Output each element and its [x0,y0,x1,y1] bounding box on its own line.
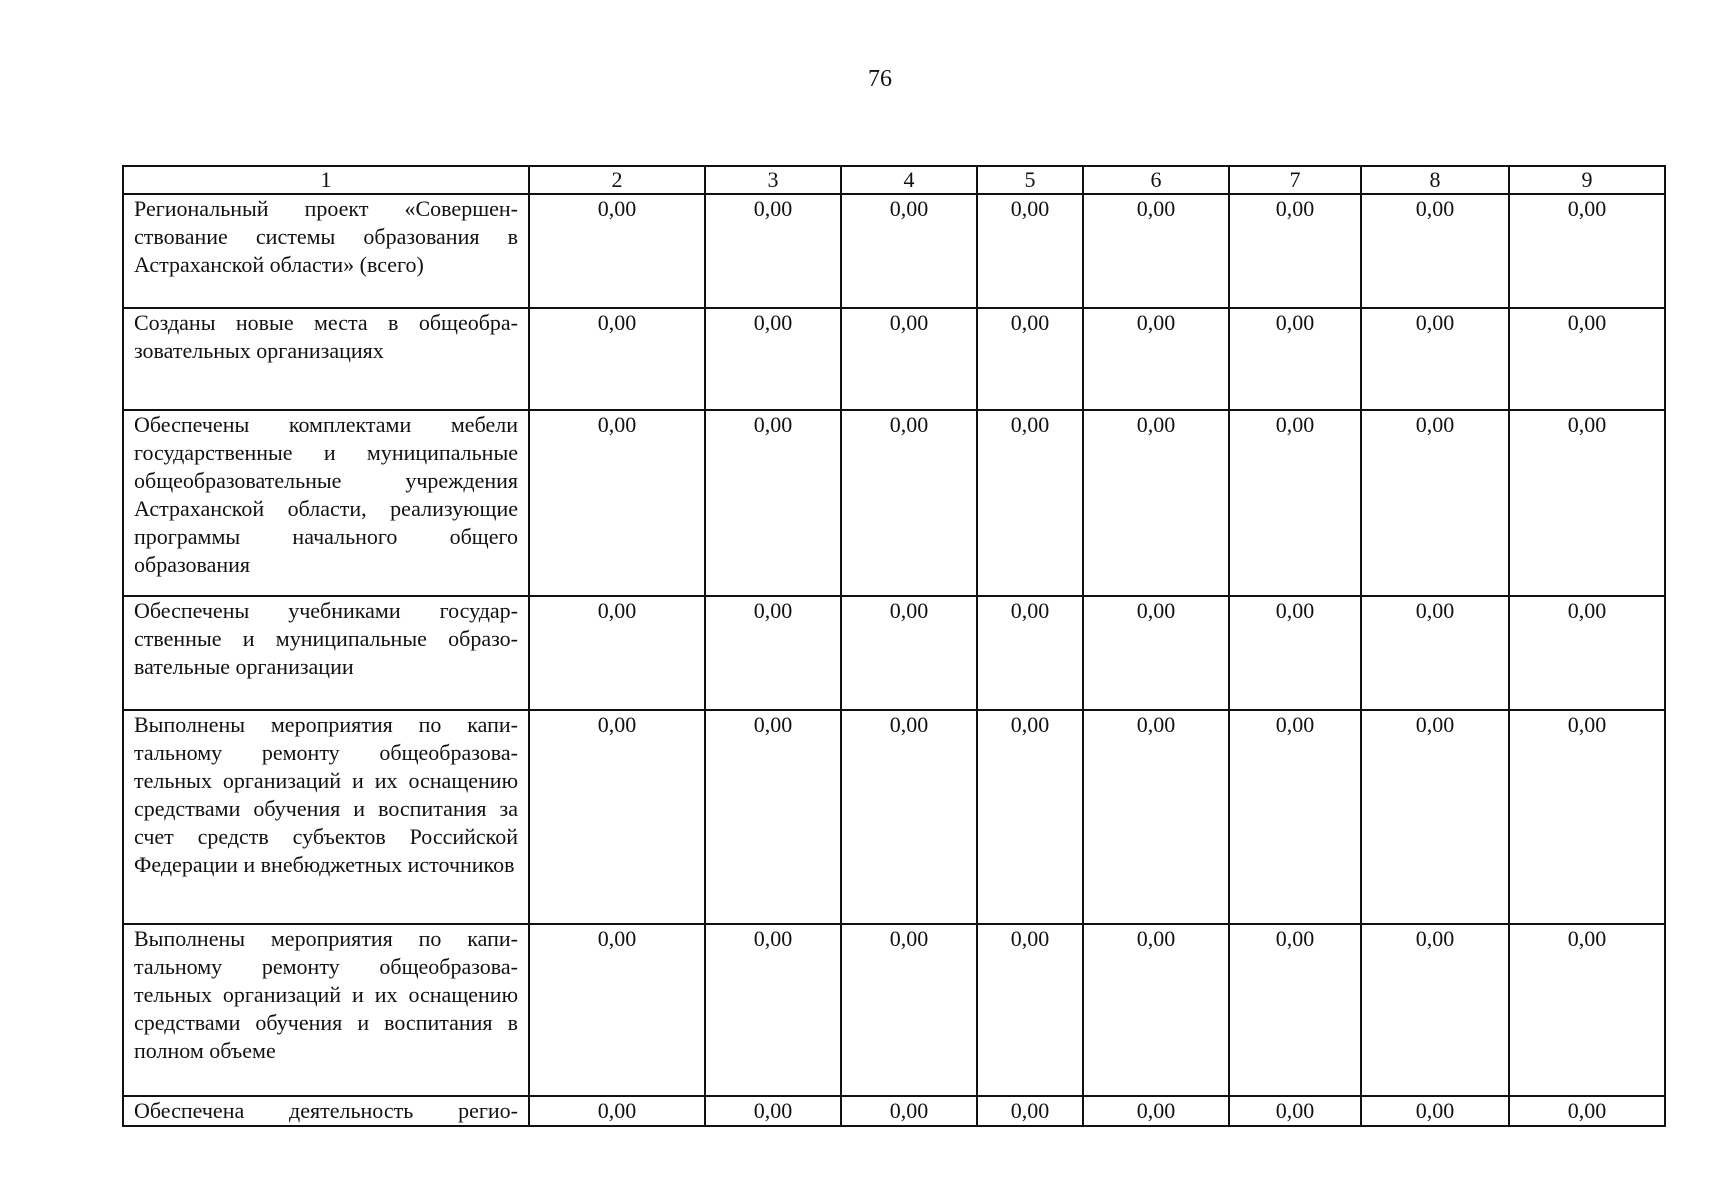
cell-value: 0,00 [841,924,977,1096]
row-name: Созданы новые места в общеобразовательных организациях [123,308,529,410]
cell-value: 0,00 [1361,710,1509,924]
cell-value: 0,00 [1229,710,1361,924]
cell-value: 0,00 [1509,194,1665,308]
cell-value: 0,00 [1229,596,1361,710]
cell-value: 0,00 [1083,194,1229,308]
cell-value: 0,00 [705,596,841,710]
cell-value: 0,00 [1229,924,1361,1096]
row-name: Выполнены мероприятия по капитальному ремонту общеобразовательных организаций и их оснащению средствами обучения и воспитания за счет средств субъектов Российской Федерации и внебюджетных источников [123,710,529,924]
cell-value: 0,00 [841,194,977,308]
row-name: Обеспечена деятельность регио- [123,1096,529,1126]
column-header-4: 4 [841,166,977,194]
column-header-3: 3 [705,166,841,194]
cell-value: 0,00 [977,194,1083,308]
cell-value: 0,00 [977,308,1083,410]
cell-value: 0,00 [1083,710,1229,924]
cell-value: 0,00 [977,410,1083,596]
cell-value: 0,00 [705,308,841,410]
column-header-2: 2 [529,166,705,194]
cell-value: 0,00 [841,410,977,596]
cell-value: 0,00 [1509,410,1665,596]
cell-value: 0,00 [1083,410,1229,596]
cell-value: 0,00 [1361,308,1509,410]
cell-value: 0,00 [705,1096,841,1126]
cell-value: 0,00 [977,924,1083,1096]
cell-value: 0,00 [1509,924,1665,1096]
cell-value: 0,00 [529,410,705,596]
cell-value: 0,00 [841,596,977,710]
cell-value: 0,00 [1361,924,1509,1096]
table-row [123,410,1665,596]
cell-value: 0,00 [705,410,841,596]
column-header-9: 9 [1509,166,1665,194]
cell-value: 0,00 [1509,308,1665,410]
table-row [123,194,1665,308]
cell-value: 0,00 [1361,410,1509,596]
cell-value: 0,00 [529,924,705,1096]
cell-value: 0,00 [529,596,705,710]
cell-value: 0,00 [977,710,1083,924]
row-name: Обеспечены учебниками государственные и муниципальные образовательные организации [123,596,529,710]
cell-value: 0,00 [705,194,841,308]
table-row [123,924,1665,1096]
cell-value: 0,00 [1229,308,1361,410]
cell-value: 0,00 [841,1096,977,1126]
cell-value: 0,00 [1083,924,1229,1096]
column-header-6: 6 [1083,166,1229,194]
cell-value: 0,00 [977,596,1083,710]
cell-value: 0,00 [1083,308,1229,410]
cell-value: 0,00 [977,1096,1083,1126]
budget-table [122,165,1666,1127]
cell-value: 0,00 [841,710,977,924]
column-header-8: 8 [1361,166,1509,194]
table-row [123,308,1665,410]
table-header-row [123,166,1665,194]
cell-value: 0,00 [1229,410,1361,596]
cell-value: 0,00 [1361,194,1509,308]
cell-value: 0,00 [1083,1096,1229,1126]
cell-value: 0,00 [1361,596,1509,710]
table-row [123,1096,1665,1126]
page-number: 76 [868,66,892,92]
cell-value: 0,00 [529,194,705,308]
column-header-1: 1 [123,166,529,194]
row-name: Региональный проект «Совершенствование системы образования в Астраханской области» (всего) [123,194,529,308]
column-header-7: 7 [1229,166,1361,194]
cell-value: 0,00 [1229,1096,1361,1126]
table-row [123,596,1665,710]
row-name: Выполнены мероприятия по капитальному ремонту общеобразовательных организаций и их оснащению средствами обучения и воспитания в полном объеме [123,924,529,1096]
row-name: Обеспечены комплектами мебели государственные и муниципальные общеобразовательные учреждения Астраханской области, реализующие программы начального общего образования [123,410,529,596]
cell-value: 0,00 [529,1096,705,1126]
cell-value: 0,00 [1083,596,1229,710]
cell-value: 0,00 [1509,1096,1665,1126]
cell-value: 0,00 [705,710,841,924]
cell-value: 0,00 [529,710,705,924]
cell-value: 0,00 [1229,194,1361,308]
cell-value: 0,00 [841,308,977,410]
cell-value: 0,00 [1361,1096,1509,1126]
table-row [123,710,1665,924]
column-header-5: 5 [977,166,1083,194]
cell-value: 0,00 [529,308,705,410]
cell-value: 0,00 [705,924,841,1096]
cell-value: 0,00 [1509,596,1665,710]
cell-value: 0,00 [1509,710,1665,924]
